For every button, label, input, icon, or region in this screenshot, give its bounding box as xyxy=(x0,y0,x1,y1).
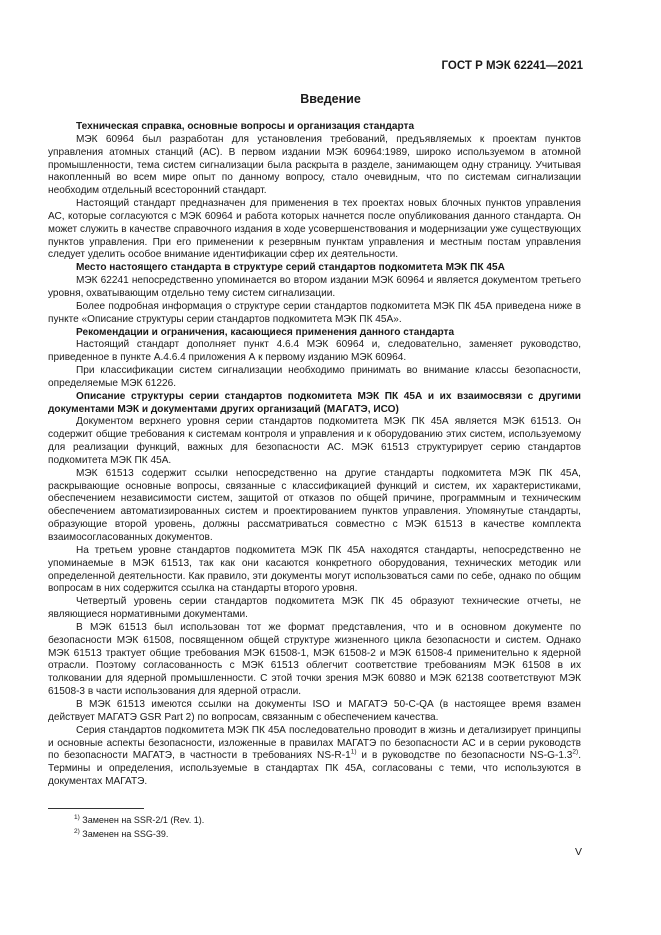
document-header: ГОСТ Р МЭК 62241—2021 xyxy=(441,60,583,72)
section-title: Введение xyxy=(300,92,361,106)
paragraph: При классификации систем сигнализации необходимо принимать во внимание классы безопасности, определяемые МЭК 61226. xyxy=(48,365,581,389)
paragraph: Документом верхнего уровня серии стандартов подкомитета МЭК ПК 45А является МЭК 61513. Он содержит общие требования к системам контроля и управления и к оборудованию этих систем, используемому для реализации функций, важных для безопасности АС. МЭК 61513 структурирует серию стандартов подкомитета МЭК ПК 45А. xyxy=(48,416,581,466)
footnote xyxy=(74,828,204,841)
paragraph: МЭК 62241 непосредственно упоминается во втором издании МЭК 60964 и является документом третьего уровня, охватывающим отдельно тему систем сигнализации. xyxy=(48,275,581,299)
subheading: Техническая справка, основные вопросы и организация стандарта xyxy=(76,121,415,132)
paragraph-text: Серия стандартов подкомитета МЭК ПК 45А последовательно проводит в жизнь и детализирует принципы и основные аспекты безопасности, изложенные в правилах МАГАТЭ по безопасности АС и в серии руководств по безопасности МАГАТЭ, в частности в требованиях NS-R-1 xyxy=(48,724,581,762)
footnotes xyxy=(74,814,204,842)
footnote xyxy=(74,814,204,827)
footnote-mark: 2) xyxy=(74,828,80,835)
footnote-divider xyxy=(48,808,144,809)
page-number: V xyxy=(574,846,582,858)
paragraph: МЭК 61513 содержит ссылки непосредственно на другие стандарты подкомитета МЭК ПК 45А, раскрывающие основные вопросы, связанные с классификацией функций и систем, их характеристиками, обеспечением независимости систем, защитой от отказов по общей причине, программным и техническим обеспечением автоматизированных систем и проектированием пунктов управления. Упомянутые стандарты, образующие второй уровень, должны рассматриваться совместно с МЭК 61513 в качестве комплекта взаимосогласованных документов. xyxy=(48,467,581,543)
paragraph: Четвертый уровень серии стандартов подкомитета МЭК ПК 45 образуют технические отчеты, не являющиеся нормативными документами. xyxy=(48,596,581,621)
subheading: Рекомендации и ограничения, касающиеся применения данного стандарта xyxy=(76,326,455,338)
footnote-text: Заменен на SSG-39. xyxy=(82,829,169,839)
footnote-ref: 1) xyxy=(350,748,357,756)
paragraph: На третьем уровне стандартов подкомитета МЭК ПК 45А находятся стандарты, непосредственно не упоминаемые в МЭК 61513, так как они касаются конкретного оборудования, технических методик или определенной деятельности. Как правило, эти документы могут использоваться сами по себе, однако по общим вопросам в них содержится ссылка на стандарты второго уровня. xyxy=(48,544,581,595)
footnote-text: Заменен на SSR-2/1 (Rev. 1). xyxy=(82,815,205,825)
subheading: Место настоящего стандарта в структуре серий стандартов подкомитета МЭК ПК 45А xyxy=(76,262,505,274)
paragraph: МЭК 60964 был разработан для установления требований, предъявляемых к проектам пунктов управления атомных станций (АС). В первом издании МЭК 60964:1989, широко используемом в атомной промышленности, тема систем сигнализации была раскрыта в разделе, занимающем одну страницу. Учитывая накопленный во всем мире опыт по данному вопросу, стало очевидным, что по системам сигнализации необходим отдельный всесторонний стандарт. xyxy=(48,133,581,197)
footnote-mark: 1) xyxy=(74,814,80,821)
body-text xyxy=(48,121,581,789)
paragraph xyxy=(48,725,581,789)
footnote-ref: 2) xyxy=(572,748,579,756)
paragraph: Более подробная информация о структуре серии стандартов подкомитета МЭК ПК 45А приведена ниже в пункте «Описание структуры серии стандартов подкомитета МЭК ПК 45А». xyxy=(48,300,581,325)
paragraph-text: и в руководстве по безопасности NS-G-1.3 xyxy=(356,750,573,762)
paragraph: Настоящий стандарт дополняет пункт 4.6.4 МЭК 60964 и, следовательно, заменяет руководство, приведенное в пункте А.4.6.4 приложения А к первому изданию МЭК 60964. xyxy=(48,339,581,364)
subheading: Описание структуры серии стандартов подкомитета МЭК ПК 45А и их взаимосвязи с другими документами МЭК и документами других организаций (МАГАТЭ, ИСО) xyxy=(48,390,581,415)
paragraph: В МЭК 61513 был использован тот же формат представления, что и в основном документе по безопасности МЭК 61508, посвященном общей структуре жизненного цикла безопасности и систем. Однако МЭК 61513 трактует общие требования МЭК 61508-1, МЭК 61508-2 и МЭК 61508-4 применительно к ядерной отрасли. Поэтому согласованность с МЭК 61513 облегчит соответствие требованиям МЭК 61508 в их толковании для ядерной промышленности. С этой точки зрения МЭК 60880 и МЭК 62138 соответствуют МЭК 61508-3 в части использования для ядерной отрасли. xyxy=(48,621,581,698)
paragraph: В МЭК 61513 имеются ссылки на документы ISO и МАГАТЭ 50-C-QA (в настоящее время взамен действует МАГАТЭ GSR Part 2) по вопросам, связанным с обеспечением качества. xyxy=(48,698,581,723)
paragraph: Настоящий стандарт предназначен для применения в тех проектах новых блочных пунктов управления АС, которые согласуются с МЭК 60964 и работа которых начнется после опубликования данного стандарта. Он может служить в качестве справочного издания в ходе усовершенствования и модернизации уже существующих пунктов управления. При его применении к резервным пунктам управления и местным постам управления следует уделить особое внимание идентификации сфер их деятельности. xyxy=(48,198,581,261)
paragraph-text: . Термины и определения, используемые в стандартах ПК 45А, согласованы с теми, что используются в документах МАГАТЭ. xyxy=(48,750,581,788)
